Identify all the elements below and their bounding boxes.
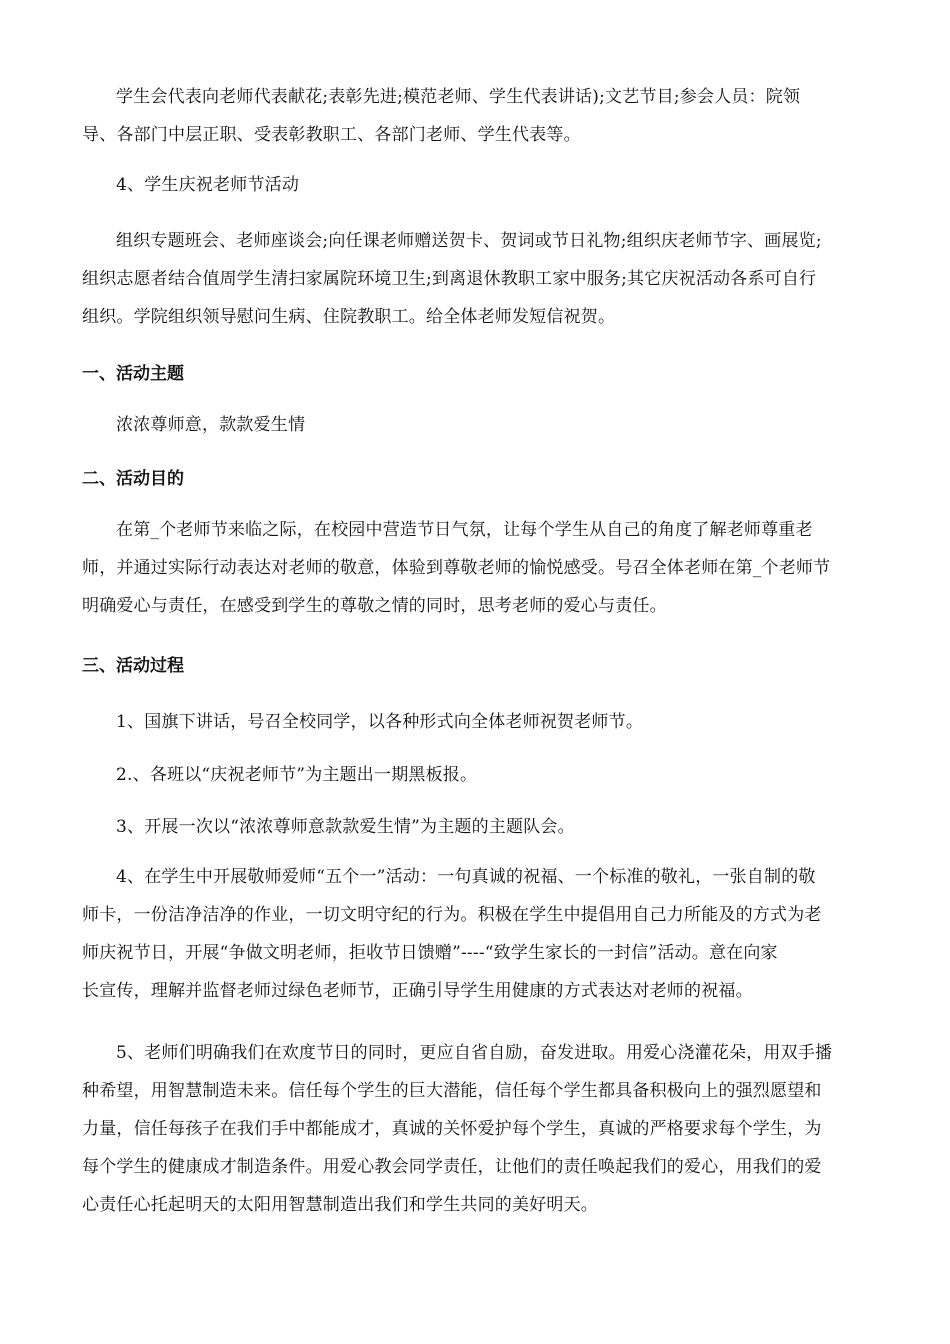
- text-line: 心责任心托起明天的太阳用智慧制造出我们和学生共同的美好明天。: [82, 1195, 598, 1215]
- text-line: 学生会代表向老师代表献花;表彰先进;模范老师、学生代表讲话);文艺节目;参会人员：院领: [116, 87, 801, 107]
- text-line: 3、开展一次以“浓浓尊师意款款爱生情”为主题的主题队会。: [116, 817, 575, 837]
- text-line: 浓浓尊师意，款款爱生情: [116, 415, 306, 435]
- text-line: 长宣传，理解并监督老师过绿色老师节，正确引导学生用健康的方式表达对老师的祝福。: [82, 981, 753, 1001]
- paragraph-step-4: [82, 858, 872, 1010]
- section-heading-process: 三、活动过程: [82, 656, 184, 676]
- text-line: 1、国旗下讲话，号召全校同学，以各种形式向全体老师祝贺老师节。: [116, 712, 644, 732]
- paragraph-theme: [82, 406, 872, 444]
- text-line: 师，并通过实际行动表达对老师的敬意，体验到尊敬老师的愉悦感受。号召全体老师在第_个老师节: [82, 558, 831, 578]
- paragraph-student-activities-title: [82, 166, 872, 204]
- text-line: 5、老师们明确我们在欢度节日的同时，更应自省自励，奋发进取。用爱心浇灌花朵，用双手播: [116, 1043, 833, 1063]
- text-line: 师卡，一份洁净洁净的作业，一切文明守纪的行为。积极在学生中提倡用自己力所能及的方式为老: [82, 905, 822, 925]
- text-line: 种希望，用智慧制造未来。信任每个学生的巨大潜能，信任每个学生都具备积极向上的强烈愿望和: [82, 1081, 822, 1101]
- text-line: 2.、各班以“庆祝老师节”为主题出一期黑板报。: [116, 765, 478, 785]
- paragraph-step-1: [82, 703, 872, 741]
- text-line: 组织。学院组织领导慰问生病、住院教职工。给全体老师发短信祝贺。: [82, 307, 616, 327]
- paragraph-student-activities: [82, 222, 872, 336]
- text-line: 组织专题班会、老师座谈会;向任课老师赠送贺卡、贺词或节日礼物;组织庆老师节字、画展览;: [116, 231, 822, 251]
- text-line: 4、学生庆祝老师节活动: [116, 175, 300, 195]
- text-line: 4、在学生中开展敬师爱师“五个一”活动：一句真诚的祝福、一个标准的敬礼，一张自制的敬: [116, 867, 816, 887]
- section-heading-purpose: 二、活动目的: [82, 469, 184, 489]
- paragraph-step-5: [82, 1034, 872, 1224]
- section-heading-theme: 一、活动主题: [82, 364, 184, 384]
- text-line: 导、各部门中层正职、受表彰教职工、各部门老师、学生代表等。: [82, 125, 581, 145]
- text-line: 师庆祝节日，开展“争做文明老师，拒收节日馈赠”----“致学生家长的一封信”活动。意在向家: [82, 943, 778, 963]
- text-line: 每个学生的健康成才制造条件。用爱心教会同学责任，让他们的责任唤起我们的爱心，用我们的爱: [82, 1157, 822, 1177]
- paragraph-opening: [82, 78, 872, 154]
- paragraph-step-2: [82, 756, 872, 794]
- text-line: 力量，信任每孩子在我们手中都能成才，真诚的关怀爱护每个学生，真诚的严格要求每个学生，为: [82, 1119, 822, 1139]
- paragraph-step-3: [82, 808, 872, 846]
- text-line: 明确爱心与责任，在感受到学生的尊敬之情的同时，思考老师的爱心与责任。: [82, 596, 667, 616]
- text-line: 在第_个老师节来临之际，在校园中营造节日气氛，让每个学生从自己的角度了解老师尊重老: [116, 520, 813, 540]
- paragraph-purpose: [82, 511, 872, 625]
- text-line: 组织志愿者结合值周学生清扫家属院环境卫生;到离退休教职工家中服务;其它庆祝活动各系可自行: [82, 269, 817, 289]
